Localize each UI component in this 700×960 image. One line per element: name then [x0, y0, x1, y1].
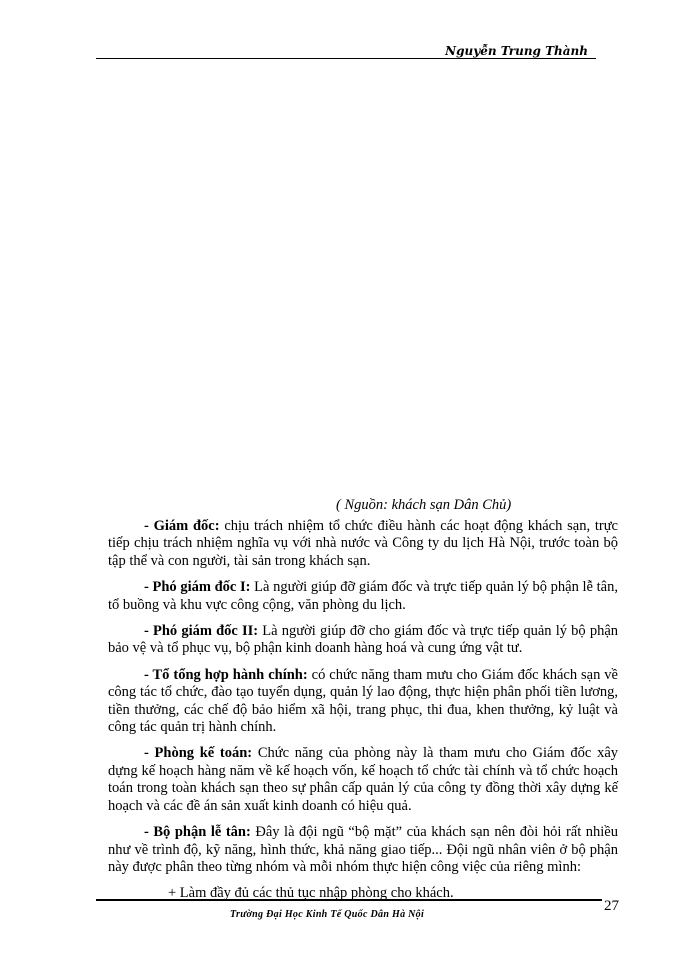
paragraph-text: Là người giúp đỡ cho giám đốc và trực tiếp quản lý bộ phận bảo vệ và tổ phục vụ, bộ phận kinh doanh hàng hoá và cung ứng vật tư.: [108, 623, 619, 657]
paragraph-accounting: [108, 745, 618, 815]
paragraph-title: - Giám đốc:: [144, 518, 220, 534]
footer-institution: Trường Đại Học Kinh Tế Quốc Dân Hà Nội: [230, 909, 425, 920]
paragraph-title: - Phòng kế toán:: [144, 745, 253, 762]
paragraph-title: - Phó giám đốc I:: [144, 579, 251, 596]
paragraph-text: Đây là đội ngũ “bộ mặt” của khách sạn nên đòi hỏi rất nhiều như về trình độ, kỹ năng, hình thức, khả năng giao tiếp... Đội ngũ nhân viên ở bộ phận này được phân theo từng nhóm và mỗi nhóm thực hiện công việc của riêng mình:: [108, 824, 618, 875]
paragraph-text: chịu trách nhiệm tổ chức điều hành các hoạt động khách sạn, trực tiếp chịu trách nhiệm nghĩa vụ với nhà nước và Công ty du lịch Hà Nội, trước toàn bộ tập thể và con người, tài sản trong khách sạn.: [108, 518, 618, 569]
header-rule: [96, 58, 596, 59]
paragraph-text: Chức năng của phòng này là tham mưu cho Giám đốc xây dựng kế hoạch hàng năm về kế hoạch vốn, kế hoạch tổ chức tài chính và tổ chức hoạch toán trong toàn khách sạn theo sự phân cấp quản lý của công ty đồng thời xây dựng kế hoạch và các đề án sản xuất kinh doanh có hiệu quả.: [108, 745, 619, 814]
page-number: 27: [604, 898, 619, 914]
header-author: Nguyễn Trung Thành: [445, 44, 588, 58]
paragraph-title: - Bộ phận lễ tân:: [144, 824, 251, 841]
paragraph-deputy-director-1: [108, 579, 618, 614]
paragraph-director: [108, 518, 618, 570]
paragraph-text: Là người giúp đỡ giám đốc và trực tiếp quản lý bộ phận lễ tân, tổ buồng và khu vực công cộng, văn phòng du lịch.: [108, 579, 618, 613]
body-content: [108, 518, 618, 903]
paragraph-title: - Phó giám đốc II:: [144, 623, 259, 640]
paragraph-admin-team: [108, 667, 618, 737]
paragraph-deputy-director-2: [108, 623, 618, 658]
footer-rule: [96, 899, 602, 901]
source-note: ( Nguồn: khách sạn Dân Chủ): [336, 497, 512, 513]
list-item: + Làm đầy đủ các thủ tục nhập phòng cho khách.: [168, 885, 454, 902]
paragraph-text: có chức năng tham mưu cho Giám đốc khách sạn về công tác tổ chức, đào tạo tuyển dụng, quản lý lao động, thực hiện phân phối tiền lương, tiền thưởng, các chế độ bảo hiểm xã hội, trang phục, thi đua, khen thưởng, kỷ luật và công tác quản trị hành chính.: [108, 666, 618, 736]
paragraph-title: - Tổ tổng hợp hành chính:: [144, 666, 308, 683]
paragraph-reception: [108, 824, 618, 876]
